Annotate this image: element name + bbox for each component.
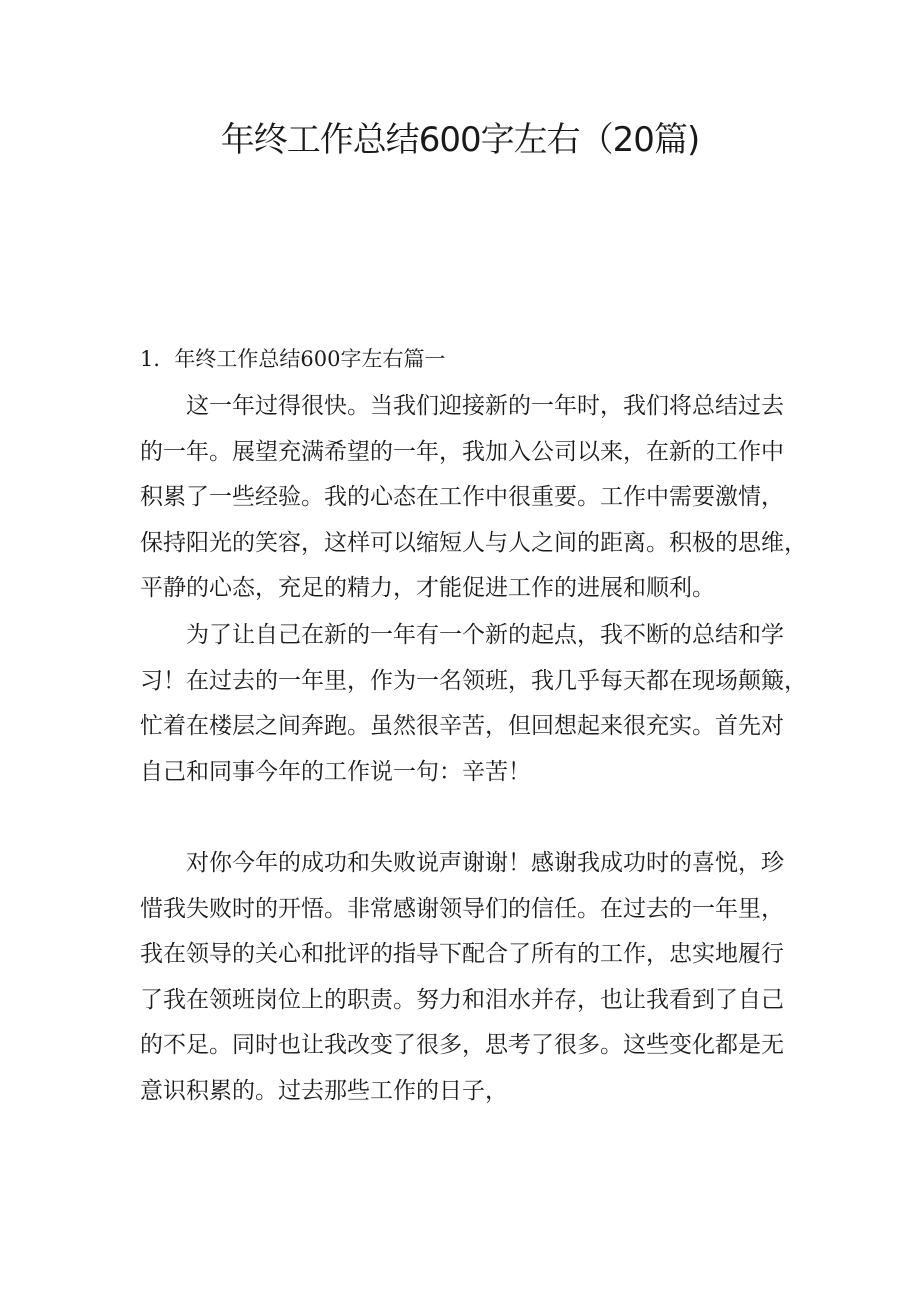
paragraph-line: 积累了一些经验。我的心态在工作中很重要。工作中需要激情， — [140, 484, 784, 510]
paragraph-1 — [140, 384, 807, 612]
paragraph-line: 的一年。展望充满希望的一年，我加入公司以来，在新的工作中 — [140, 438, 784, 465]
paragraph-line: 惜我失败时的开悟。非常感谢领导们的信任。在过去的一年里， — [140, 895, 784, 922]
paragraph-line: 为了让自己在新的一年有一个新的起点，我不断的总结和学 — [186, 622, 784, 648]
paragraph-line: 意识积累的。过去那些工作的日子， — [140, 1077, 508, 1104]
paragraph-line: 了我在领班岗位上的职责。努力和泪水并存，也让我看到了自己 — [140, 986, 784, 1013]
paragraph-line: 对你今年的成功和失败说声谢谢！感谢我成功时的喜悦，珍 — [186, 850, 784, 876]
paragraph-line: 的不足。同时也让我改变了很多，思考了很多。这些变化都是无 — [140, 1032, 784, 1058]
paragraph-line: 保持阳光的笑容，这样可以缩短人与人之间的距离。积极的思维， — [140, 529, 807, 556]
paragraph-line: 这一年过得很快。当我们迎接新的一年时，我们将总结过去 — [186, 393, 784, 419]
paragraph-line: 习！在过去的一年里，作为一名领班，我几乎每天都在现场颠簸， — [140, 667, 807, 694]
paragraph-line: 忙着在楼层之间奔跑。虽然很辛苦，但回想起来很充实。首先对 — [140, 713, 784, 739]
section-heading: 1．年终工作总结600字左右篇一 — [140, 347, 446, 371]
paragraph-line: 平静的心态，充足的精力，才能促进工作的进展和顺利。 — [140, 575, 715, 601]
paragraph-3 — [140, 841, 784, 1114]
document-title: 年终工作总结600字左右（20篇) — [220, 120, 700, 160]
paragraph-line: 自己和同事今年的工作说一句：辛苦！ — [140, 758, 531, 785]
paragraph-2 — [140, 613, 807, 795]
paragraph-line: 我在领导的关心和批评的指导下配合了所有的工作，忠实地履行 — [140, 941, 784, 967]
